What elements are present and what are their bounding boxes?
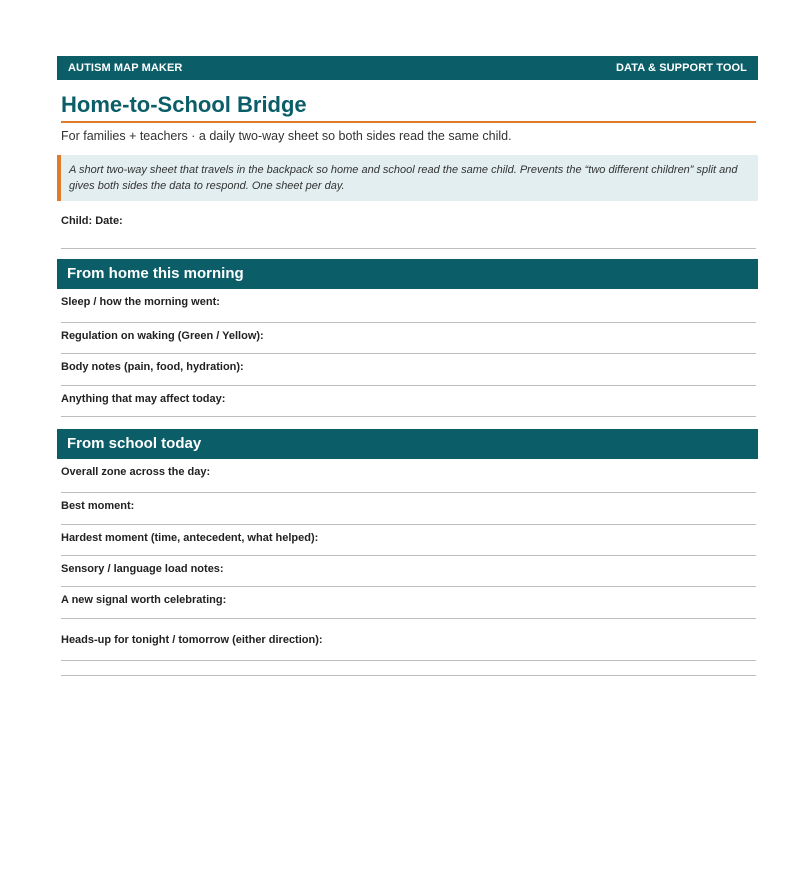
brand-label: AUTISM MAP MAKER (68, 62, 183, 74)
page-subtitle: For families + teachers · a daily two-way sheet so both sides read the same child. (61, 129, 512, 143)
write-line[interactable] (61, 416, 756, 417)
section-heading-school: From school today (57, 429, 758, 459)
field-heads-up[interactable] (57, 619, 758, 661)
child-date-label: Child: Date: (61, 215, 123, 227)
field-label: A new signal worth celebrating: (61, 594, 227, 606)
field-best-moment[interactable] (57, 493, 758, 525)
field-new-signal[interactable] (57, 587, 758, 619)
field-label: Sensory / language load notes: (61, 563, 224, 575)
field-sleep[interactable] (57, 289, 758, 323)
tool-label: DATA & SUPPORT TOOL (615, 62, 747, 74)
field-label: Body notes (pain, food, hydration): (61, 361, 244, 373)
intro-callout: A short two-way sheet that travels in the backpack so home and school read the same child. Prevents the “two different children” split and gives both sides the data to respond. One sheet per day. (57, 155, 758, 201)
field-label: Heads-up for tonight / tomorrow (either direction): (61, 634, 323, 646)
section-heading-home: From home this morning (57, 259, 758, 289)
child-date-line[interactable] (61, 248, 756, 249)
field-affect-today[interactable] (57, 386, 758, 417)
field-label: Anything that may affect today: (61, 393, 226, 405)
title-underline (61, 121, 756, 123)
field-sensory-load[interactable] (57, 556, 758, 587)
field-hardest-moment[interactable] (57, 525, 758, 556)
extra-write-line[interactable] (61, 675, 756, 676)
field-overall-zone[interactable] (57, 459, 758, 493)
field-label: Sleep / how the morning went: (61, 296, 220, 308)
field-label: Hardest moment (time, antecedent, what helped): (61, 532, 319, 544)
field-label: Overall zone across the day: (61, 466, 211, 478)
write-line[interactable] (61, 660, 756, 661)
page-title: Home-to-School Bridge (61, 92, 307, 117)
top-banner (57, 56, 758, 80)
field-body-notes[interactable] (57, 354, 758, 386)
field-label: Regulation on waking (Green / Yellow): (61, 330, 264, 342)
field-regulation[interactable] (57, 323, 758, 354)
field-label: Best moment: (61, 500, 135, 512)
worksheet-page (57, 56, 758, 676)
